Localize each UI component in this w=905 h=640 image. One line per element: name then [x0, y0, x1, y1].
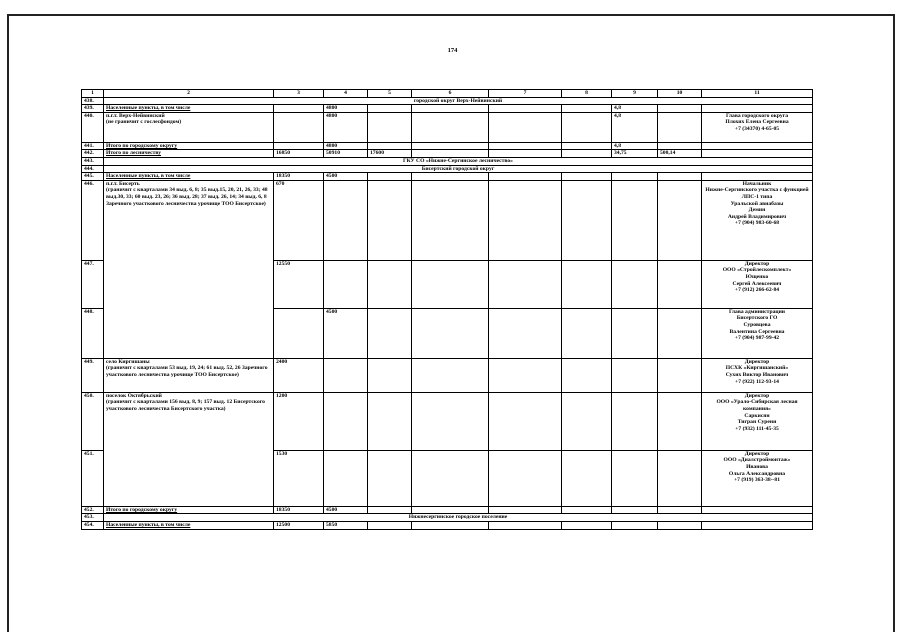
cell-col-9	[612, 358, 658, 392]
cell-col-8	[562, 521, 612, 529]
cell-col-2: поселок Октябрьский (граничит с кварталами 156 выд. 8, 9; 157 выд. 12 Бисертского участкового лесничества Бисертского участка)	[104, 392, 274, 506]
cell-col-3: 18350	[274, 506, 324, 514]
cell-col-10: 500,14	[658, 150, 702, 158]
header-cell: 3	[274, 90, 324, 98]
cell-col-2: Итого по городскому округу	[104, 506, 274, 514]
cell-col-10	[658, 392, 702, 450]
cell-col-9	[612, 308, 658, 358]
cell-col-6	[412, 112, 489, 142]
section-title: городской округ Верх-Нейвинский	[104, 97, 813, 105]
header-cell: 11	[702, 90, 813, 98]
section-title: Бисертский городской округ	[104, 165, 813, 173]
cell-col-6	[412, 180, 489, 260]
cell-col-3: 18350	[274, 173, 324, 181]
cell-col-5	[368, 180, 412, 260]
cell-col-4: 4800	[324, 105, 368, 113]
cell-col-7	[489, 142, 562, 150]
table-row	[82, 142, 813, 150]
section-row	[82, 97, 813, 105]
header-cell: 1	[82, 90, 104, 98]
cell-col-11: Директор ООО «Диалстроймонтаж» Иванова Ольга Александровна +7 (919) 363-38--81	[702, 450, 813, 506]
cell-col-3	[274, 142, 324, 150]
cell-col-6	[412, 358, 489, 392]
cell-col-11: Директор ООО «Урало-Сибирская лесная компания» Саркисян Тигран Сурени +7 (932) 111-45-35	[702, 392, 813, 450]
page-number: 174	[447, 47, 458, 54]
row-number: 445.	[82, 173, 104, 181]
cell-col-10	[658, 142, 702, 150]
cell-col-7	[489, 392, 562, 450]
header-row	[82, 90, 813, 98]
cell-col-3	[274, 105, 324, 113]
cell-col-11	[702, 521, 813, 529]
cell-col-5	[368, 105, 412, 113]
cell-col-6	[412, 150, 489, 158]
cell-col-4: 4500	[324, 506, 368, 514]
cell-col-6	[412, 308, 489, 358]
cell-col-7	[489, 105, 562, 113]
cell-col-9	[612, 180, 658, 260]
cell-col-2: Населенные пункты, в том числе	[104, 173, 274, 181]
cell-col-4: 4800	[324, 112, 368, 142]
cell-col-2: Итого по лесничеству	[104, 150, 274, 158]
cell-col-7	[489, 112, 562, 142]
cell-col-5	[368, 358, 412, 392]
header-cell: 7	[489, 90, 562, 98]
header-cell: 4	[324, 90, 368, 98]
cell-col-11	[702, 150, 813, 158]
cell-col-9	[612, 506, 658, 514]
cell-col-7	[489, 358, 562, 392]
header-cell: 2	[104, 90, 274, 98]
table-row	[82, 150, 813, 158]
header-cell: 5	[368, 90, 412, 98]
cell-col-10	[658, 521, 702, 529]
cell-col-8	[562, 450, 612, 506]
cell-col-5	[368, 450, 412, 506]
cell-col-9	[612, 521, 658, 529]
row-number: 439.	[82, 105, 104, 113]
cell-col-5	[368, 142, 412, 150]
cell-col-11	[702, 142, 813, 150]
cell-col-3: 16850	[274, 150, 324, 158]
section-row	[82, 165, 813, 173]
cell-col-7	[489, 521, 562, 529]
cell-col-10	[658, 180, 702, 260]
cell-col-8	[562, 150, 612, 158]
cell-col-10	[658, 173, 702, 181]
cell-col-9	[612, 450, 658, 506]
table-body	[82, 97, 813, 529]
row-number: 453.	[82, 514, 104, 522]
cell-col-6	[412, 392, 489, 450]
table-row	[82, 506, 813, 514]
cell-col-8	[562, 308, 612, 358]
cell-col-4	[324, 260, 368, 308]
table-row	[82, 173, 813, 181]
cell-col-7	[489, 260, 562, 308]
cell-col-3: 12500	[274, 521, 324, 529]
cell-col-8	[562, 180, 612, 260]
row-number: 449.	[82, 358, 104, 392]
row-number: 448.	[82, 308, 104, 358]
row-number: 446.	[82, 180, 104, 260]
cell-col-4: 4500	[324, 173, 368, 181]
cell-col-10	[658, 506, 702, 514]
cell-col-9	[612, 260, 658, 308]
row-number: 443.	[82, 157, 104, 165]
section-title: Нижнесергинское городское поселение	[104, 514, 813, 522]
cell-col-5	[368, 521, 412, 529]
cell-col-3: 1200	[274, 392, 324, 450]
cell-col-11: Начальник Нижне-Сергинского участка с функцией ЛПС-1 типа Уральской авиабазы Демин Андрей Владимирович +7 (904) 983-60-68	[702, 180, 813, 260]
cell-col-3	[274, 308, 324, 358]
row-number: 442.	[82, 150, 104, 158]
cell-col-7	[489, 173, 562, 181]
cell-col-6	[412, 450, 489, 506]
cell-col-8	[562, 506, 612, 514]
cell-col-3: 670	[274, 180, 324, 260]
table-row	[82, 358, 813, 392]
cell-col-4: 50910	[324, 150, 368, 158]
row-number: 440.	[82, 112, 104, 142]
cell-col-2: Итого по городскому округу	[104, 142, 274, 150]
section-row	[82, 514, 813, 522]
cell-col-5	[368, 173, 412, 181]
cell-col-8	[562, 142, 612, 150]
cell-col-5	[368, 112, 412, 142]
cell-col-8	[562, 260, 612, 308]
cell-col-10	[658, 105, 702, 113]
cell-col-5	[368, 392, 412, 450]
cell-col-4	[324, 450, 368, 506]
table-row	[82, 180, 813, 260]
cell-col-4: 4800	[324, 142, 368, 150]
cell-col-9	[612, 173, 658, 181]
cell-col-9: 34,75	[612, 150, 658, 158]
cell-col-8	[562, 358, 612, 392]
section-title: ГКУ СО «Нижне-Сергинское лесничество»	[104, 157, 813, 165]
cell-col-8	[562, 392, 612, 450]
cell-col-8	[562, 105, 612, 113]
cell-col-5: 17600	[368, 150, 412, 158]
cell-col-7	[489, 506, 562, 514]
cell-col-10	[658, 260, 702, 308]
header-cell: 8	[562, 90, 612, 98]
cell-col-11: Глава городского округа Плохих Елена Сергеевна +7 (34370) 4-65-05	[702, 112, 813, 142]
cell-col-4	[324, 392, 368, 450]
cell-col-9: 4,8	[612, 112, 658, 142]
cell-col-2: п.г.т. Бисерть (граничит с кварталами 34 выд. 6, 8; 35 выд.15, 20, 21, 26, 33; 48 выд.30, 33; 60 выд. 23, 26; 36 выд. 28; 37 выд. 26, 14; 34 выд. 6, 8 Заречного участкового лесничества урочище ТОО Бисертское)	[104, 180, 274, 358]
cell-col-4: 4500	[324, 308, 368, 358]
row-number: 451.	[82, 450, 104, 506]
cell-col-6	[412, 142, 489, 150]
cell-col-6	[412, 105, 489, 113]
cell-col-5	[368, 506, 412, 514]
cell-col-11	[702, 506, 813, 514]
row-number: 447.	[82, 260, 104, 308]
header-cell: 6	[412, 90, 489, 98]
row-number: 438.	[82, 97, 104, 105]
cell-col-8	[562, 173, 612, 181]
section-row	[82, 157, 813, 165]
table-row	[82, 105, 813, 113]
cell-col-2: село Киргишаны (граничит с кварталами 53 выд. 19, 24; 61 выд. 52, 26 Заречного участкового лесничества урочище ТОО Бисертское)	[104, 358, 274, 392]
cell-col-6	[412, 260, 489, 308]
table-row	[82, 392, 813, 450]
cell-col-11: Директор ООО «Стройлескомплект» Ющенко Сергей Алексеевич +7 (912) 266-62-84	[702, 260, 813, 308]
cell-col-11: Директор ПСХК «Киргишанский» Сухих Виктор Иванович +7 (922) 112-93-14	[702, 358, 813, 392]
cell-col-11: Глава администрации Бисертского ГО Суровцева Валентина Сергеевна +7 (904) 987-99-42	[702, 308, 813, 358]
cell-col-4	[324, 358, 368, 392]
cell-col-10	[658, 450, 702, 506]
cell-col-5	[368, 260, 412, 308]
cell-col-2: Населенные пункты, в том числе	[104, 521, 274, 529]
cell-col-3	[274, 112, 324, 142]
cell-col-8	[562, 112, 612, 142]
cell-col-6	[412, 521, 489, 529]
cell-col-4	[324, 180, 368, 260]
cell-col-7	[489, 180, 562, 260]
cell-col-7	[489, 450, 562, 506]
cell-col-9: 4,8	[612, 105, 658, 113]
fire-safety-table	[81, 89, 813, 530]
cell-col-10	[658, 112, 702, 142]
header-cell: 9	[612, 90, 658, 98]
cell-col-10	[658, 308, 702, 358]
cell-col-6	[412, 506, 489, 514]
cell-col-10	[658, 358, 702, 392]
cell-col-2: Населенные пункты, в том числе	[104, 105, 274, 113]
row-number: 444.	[82, 165, 104, 173]
cell-col-7	[489, 308, 562, 358]
cell-col-3: 1530	[274, 450, 324, 506]
header-cell: 10	[658, 90, 702, 98]
cell-col-9: 4,8	[612, 142, 658, 150]
table-row	[82, 112, 813, 142]
row-number: 450.	[82, 392, 104, 450]
cell-col-4: 5850	[324, 521, 368, 529]
table-row	[82, 521, 813, 529]
cell-col-11	[702, 105, 813, 113]
cell-col-2: п.г.т. Верх-Нейвинский (не граничит с гослесфондом)	[104, 112, 274, 142]
cell-col-5	[368, 308, 412, 358]
cell-col-11	[702, 173, 813, 181]
row-number: 454.	[82, 521, 104, 529]
cell-col-9	[612, 392, 658, 450]
cell-col-6	[412, 173, 489, 181]
row-number: 452.	[82, 506, 104, 514]
cell-col-7	[489, 150, 562, 158]
row-number: 441.	[82, 142, 104, 150]
cell-col-3: 12550	[274, 260, 324, 308]
cell-col-3: 2400	[274, 358, 324, 392]
